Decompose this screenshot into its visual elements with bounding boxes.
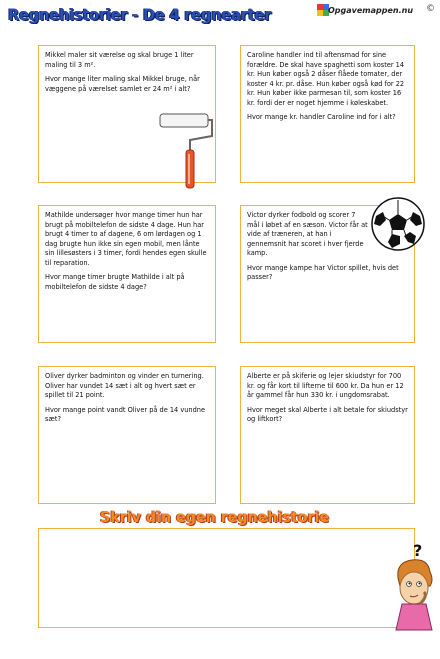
story-card-caroline (240, 45, 415, 183)
story-text: Victor dyrker fodbold og scorer 7 mål i løbet af en sæson. Victor får at vide af træneren, at han i gennemsnit har scoret i hver fjerde kamp. (247, 211, 368, 257)
story-question: Hvor mange liter maling skal Mikkel bruge, når væggene på værelset samlet er 24 m² i alt? (45, 75, 200, 93)
story-text: Caroline handler ind til aftensmad for sine forældre. De skal have spaghetti som koster 14 kr. Hun køber også 2 dåser flåede tomater, der koster 4 kr. pr. dåse. Hun køber også kød for 22 kr. Hun køber ikke parmesan til, som koster 16 kr. fordi der er noget hjemme i køleskabet. (247, 51, 405, 107)
question-mark-label: ? (413, 541, 423, 560)
story-text: Mathilde undersøger hvor mange timer hun har brugt på mobiltelefon de sidste 4 dage. Hun har brugt 4 timer to af dagene, 6 om lørdagen og 1 dag brugte hun ikke sin egen mobil, men lånte sin lillesøsters i 3 timer, fordi hendes egen skulle til reparation. (45, 211, 207, 267)
story-text: Oliver dyrker badminton og vinder en turnering. Oliver har vundet 14 sæt i alt og hvert sæt er spillet til 21 point. (45, 372, 204, 399)
story-card-oliver (38, 366, 216, 504)
story-question: Hvor mange point vandt Oliver på de 14 vundne sæt? (45, 405, 206, 423)
story-question: Hvor mange kr. handler Caroline ind for i alt? (247, 113, 396, 121)
write-area[interactable] (38, 528, 415, 628)
page-title: Regnehistorier - De 4 regnearter (8, 5, 272, 24)
story-card-alberte (240, 366, 415, 504)
story-card-mathilde (38, 205, 216, 343)
story-text: Mikkel maler sit værelse og skal bruge 1 liter maling til 3 m². (45, 51, 194, 69)
brand-name: Opgavemappen.nu (328, 6, 414, 15)
copyright-symbol: © (426, 4, 435, 14)
write-section-title: Skriv din egen regnehistorie (100, 508, 330, 526)
paint-roller-icon (158, 110, 214, 192)
story-question: Hvor meget skal Alberte i alt betale for skiudstyr og liftkort? (247, 405, 408, 423)
thinking-boy-icon (392, 556, 436, 632)
soccer-ball-icon (370, 196, 426, 252)
story-question: Hvor mange timer brugte Mathilde i alt på mobiltelefon de sidste 4 dage? (45, 273, 185, 291)
story-text: Alberte er på skiferie og lejer skiudstyr for 700 kr. og får kort til lifterne til 600 kr. Da hun er 12 år gammel får hun 330 kr. i ungdomsrabat. (247, 372, 404, 399)
story-question: Hvor mange kampe har Victor spillet, hvis det passer? (247, 263, 399, 281)
